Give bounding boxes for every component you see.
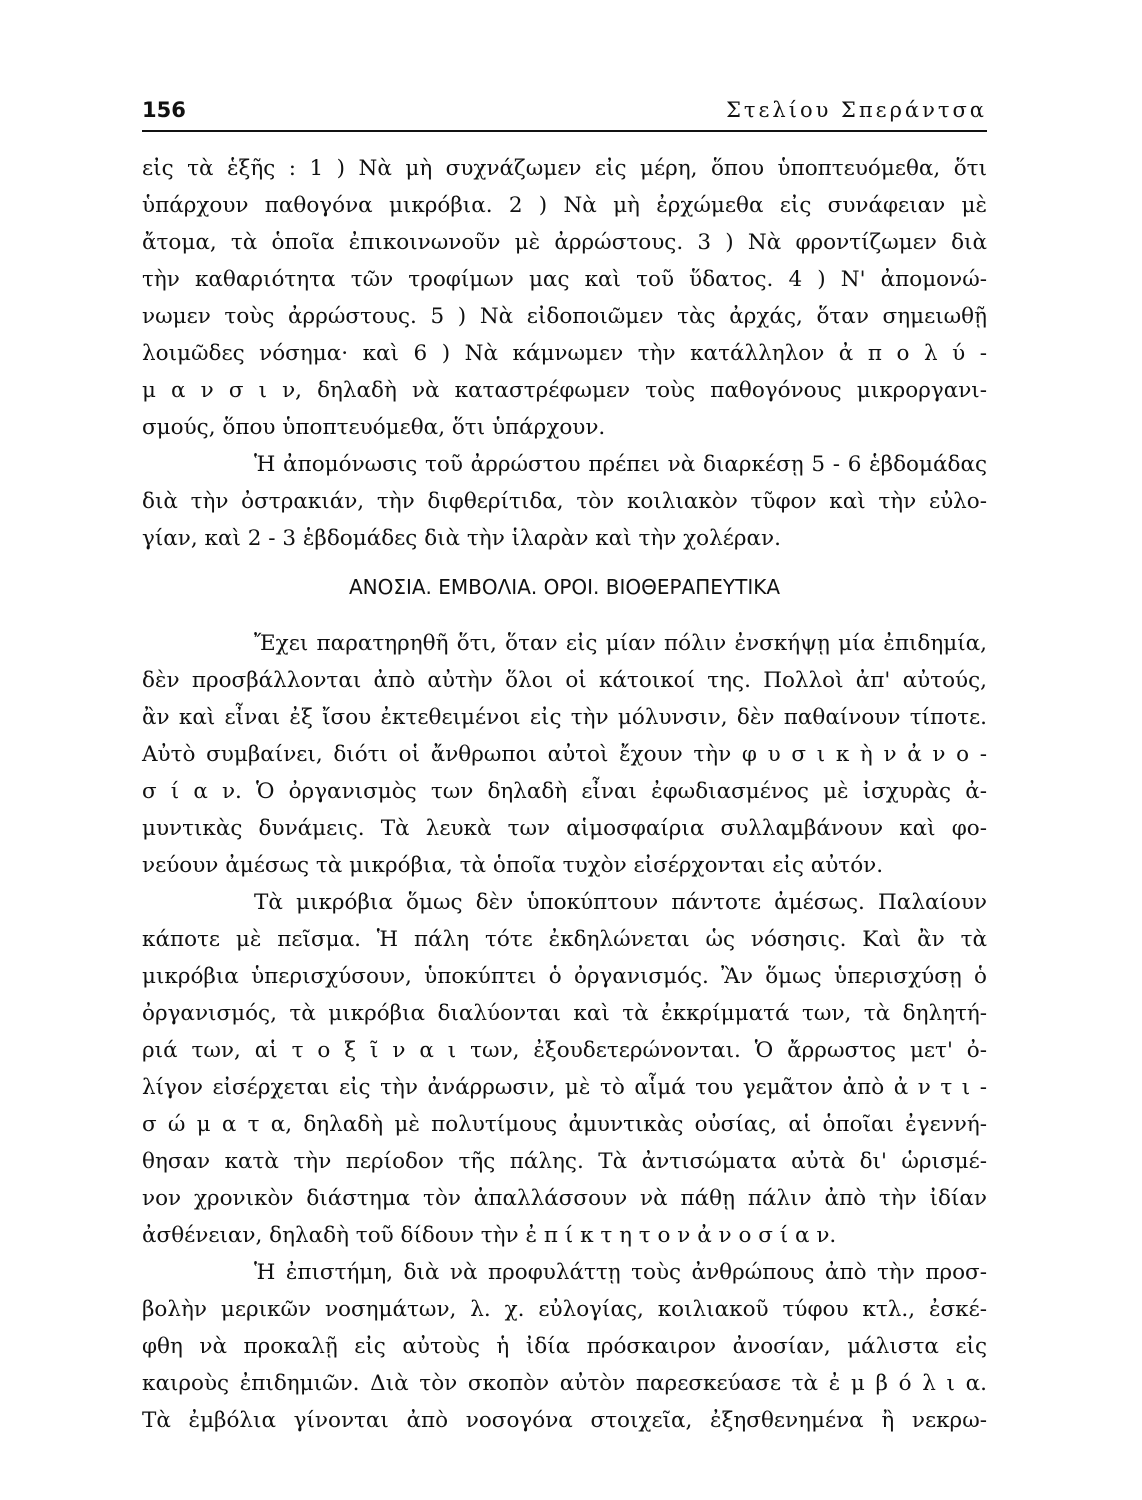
- top-text-block: [142, 150, 987, 557]
- text-line: Ἡ ἀπομόνωσις τοῦ ἀρρώστου πρέπει νὰ διαρκέσῃ 5 - 6 ἑβδομάδας: [254, 452, 987, 477]
- text-line: σμούς, ὅπου ὑποπτευόμεθα, ὅτι ὑπάρχουν.: [142, 415, 606, 440]
- text-line: ὑπάρχουν παθογόνα μικρόβια. 2 ) Νὰ μὴ ἐρχώμεθα εἰς συνάφειαν μὲ: [142, 193, 987, 218]
- text-line: Ἔχει παρατηρηθῆ ὅτι, ὅταν εἰς μίαν πόλιν ἐνσκήψῃ μία ἐπιδημία,: [254, 631, 987, 656]
- text-line: Ἡ ἐπιστήμη, διὰ νὰ προφυλάττῃ τοὺς ἀνθρώπους ἀπὸ τὴν προσ-: [254, 1260, 987, 1285]
- text-line: νεύουν ἀμέσως τὰ μικρόβια, τὰ ὁποῖα τυχὸν εἰσέρχονται εἰς αὐτόν.: [142, 853, 884, 878]
- text-line: βολὴν μερικῶν νοσημάτων, λ. χ. εὐλογίας, κοιλιακοῦ τύφου κτλ., ἐσκέ-: [142, 1297, 987, 1322]
- text-line: ἂν καὶ εἶναι ἐξ ἴσου ἐκτεθειμένοι εἰς τὴν μόλυνσιν, δὲν παθαίνουν τίποτε.: [142, 705, 987, 730]
- text-line: μικρόβια ὑπερισχύσουν, ὑποκύπτει ὁ ὀργανισμός. Ἂν ὅμως ὑπερισχύσῃ ὁ: [142, 964, 987, 989]
- text-line: ἀσθένειαν, δηλαδὴ τοῦ δίδουν τὴν ἐ π ί κ τ η τ ο ν ἀ ν ο σ ί α ν.: [142, 1223, 837, 1248]
- text-line: λοιμῶδες νόσημα· καὶ 6 ) Νὰ κάμνωμεν τὴν κατάλληλον ἀ π ο λ ύ -: [142, 341, 987, 366]
- text-line: μ α ν σ ι ν, δηλαδὴ νὰ καταστρέφωμεν τοὺς παθογόνους μικροργανι-: [142, 378, 987, 403]
- text-line: δὲν προσβάλλονται ἀπὸ αὐτὴν ὅλοι οἱ κάτοικοί της. Πολλοὶ ἀπ' αὐτούς,: [142, 668, 987, 693]
- text-line: Τὰ μικρόβια ὅμως δὲν ὑποκύπτουν πάντοτε ἀμέσως. Παλαίουν: [254, 890, 987, 915]
- page-number: 156: [142, 98, 186, 122]
- text-line: διὰ τὴν ὀστρακιάν, τὴν διφθερίτιδα, τὸν κοιλιακὸν τῦφον καὶ τὴν εὐλο-: [142, 489, 987, 514]
- bottom-text-block: [142, 625, 987, 1439]
- running-head-author: Στελίου Σπεράντσα: [726, 98, 987, 122]
- text-line: τὴν καθαριότητα τῶν τροφίμων μας καὶ τοῦ ὕδατος. 4 ) Ν' ἀπομονώ-: [142, 267, 987, 292]
- text-line: Αὐτὸ συμβαίνει, διότι οἱ ἄνθρωποι αὐτοὶ ἔχουν τὴν φ υ σ ι κ ὴ ν ἀ ν ο -: [142, 742, 987, 767]
- text-line: νωμεν τοὺς ἀρρώστους. 5 ) Νὰ εἰδοποιῶμεν τὰς ἀρχάς, ὅταν σημειωθῇ: [142, 304, 987, 329]
- text-line: νον χρονικὸν διάστημα τὸν ἀπαλλάσσουν νὰ πάθῃ πάλιν ἀπὸ τὴν ἰδίαν: [142, 1186, 987, 1211]
- text-line: καιροὺς ἐπιδημιῶν. Διὰ τὸν σκοπὸν αὐτὸν παρεσκεύασε τὰ ἐ μ β ό λ ι α.: [142, 1371, 987, 1396]
- text-line: εἰς τὰ ἑξῆς : 1 ) Νὰ μὴ συχνάζωμεν εἰς μέρη, ὅπου ὑποπτευόμεθα, ὅτι: [142, 156, 987, 181]
- text-line: Τὰ ἐμβόλια γίνονται ἀπὸ νοσογόνα στοιχεῖα, ἐξησθενημένα ἢ νεκρω-: [142, 1408, 987, 1433]
- text-line: κάποτε μὲ πεῖσμα. Ἡ πάλη τότε ἐκδηλώνεται ὡς νόσησις. Καὶ ἂν τὰ: [142, 927, 987, 952]
- section-heading: ΑΝΟΣΙΑ. ΕΜΒΟΛΙΑ. ΟΡΟΙ. ΒΙΟΘΕΡΑΠΕΥΤΙΚΑ: [348, 575, 781, 599]
- text-line: θησαν κατὰ τὴν περίοδον τῆς πάλης. Τὰ ἀντισώματα αὐτὰ δι' ὡρισμέ-: [142, 1149, 987, 1174]
- text-line: σ ί α ν. Ὁ ὀργανισμὸς των δηλαδὴ εἶναι ἐφωδιασμένος μὲ ἰσχυρὰς ἀ-: [142, 779, 987, 804]
- text-line: ὀργανισμός, τὰ μικρόβια διαλύονται καὶ τὰ ἐκκρίμματά των, τὰ δηλητή-: [142, 1001, 987, 1026]
- text-line: ριά των, αἱ τ ο ξ ῖ ν α ι των, ἐξουδετερώνονται. Ὁ ἄρρωστος μετ' ὀ-: [142, 1038, 987, 1063]
- page-header: [142, 96, 987, 132]
- text-line: ἄτομα, τὰ ὁποῖα ἐπικοινωνοῦν μὲ ἀρρώστους. 3 ) Νὰ φροντίζωμεν διὰ: [142, 230, 987, 255]
- text-line: λίγον εἰσέρχεται εἰς τὴν ἀνάρρωσιν, μὲ τὸ αἷμά του γεμᾶτον ἀπὸ ἀ ν τ ι -: [142, 1075, 987, 1100]
- text-line: φθη νὰ προκαλῇ εἰς αὐτοὺς ἡ ἰδία πρόσκαιρον ἀνοσίαν, μάλιστα εἰς: [142, 1334, 987, 1359]
- text-line: σ ώ μ α τ α, δηλαδὴ μὲ πολυτίμους ἀμυντικὰς οὐσίας, αἱ ὁποῖαι ἐγεννή-: [142, 1112, 987, 1137]
- text-line: γίαν, καὶ 2 - 3 ἑβδομάδες διὰ τὴν ἱλαρὰν καὶ τὴν χολέραν.: [142, 526, 781, 551]
- text-line: μυντικὰς δυνάμεις. Τὰ λευκὰ των αἱμοσφαίρια συλλαμβάνουν καὶ φο-: [142, 816, 987, 841]
